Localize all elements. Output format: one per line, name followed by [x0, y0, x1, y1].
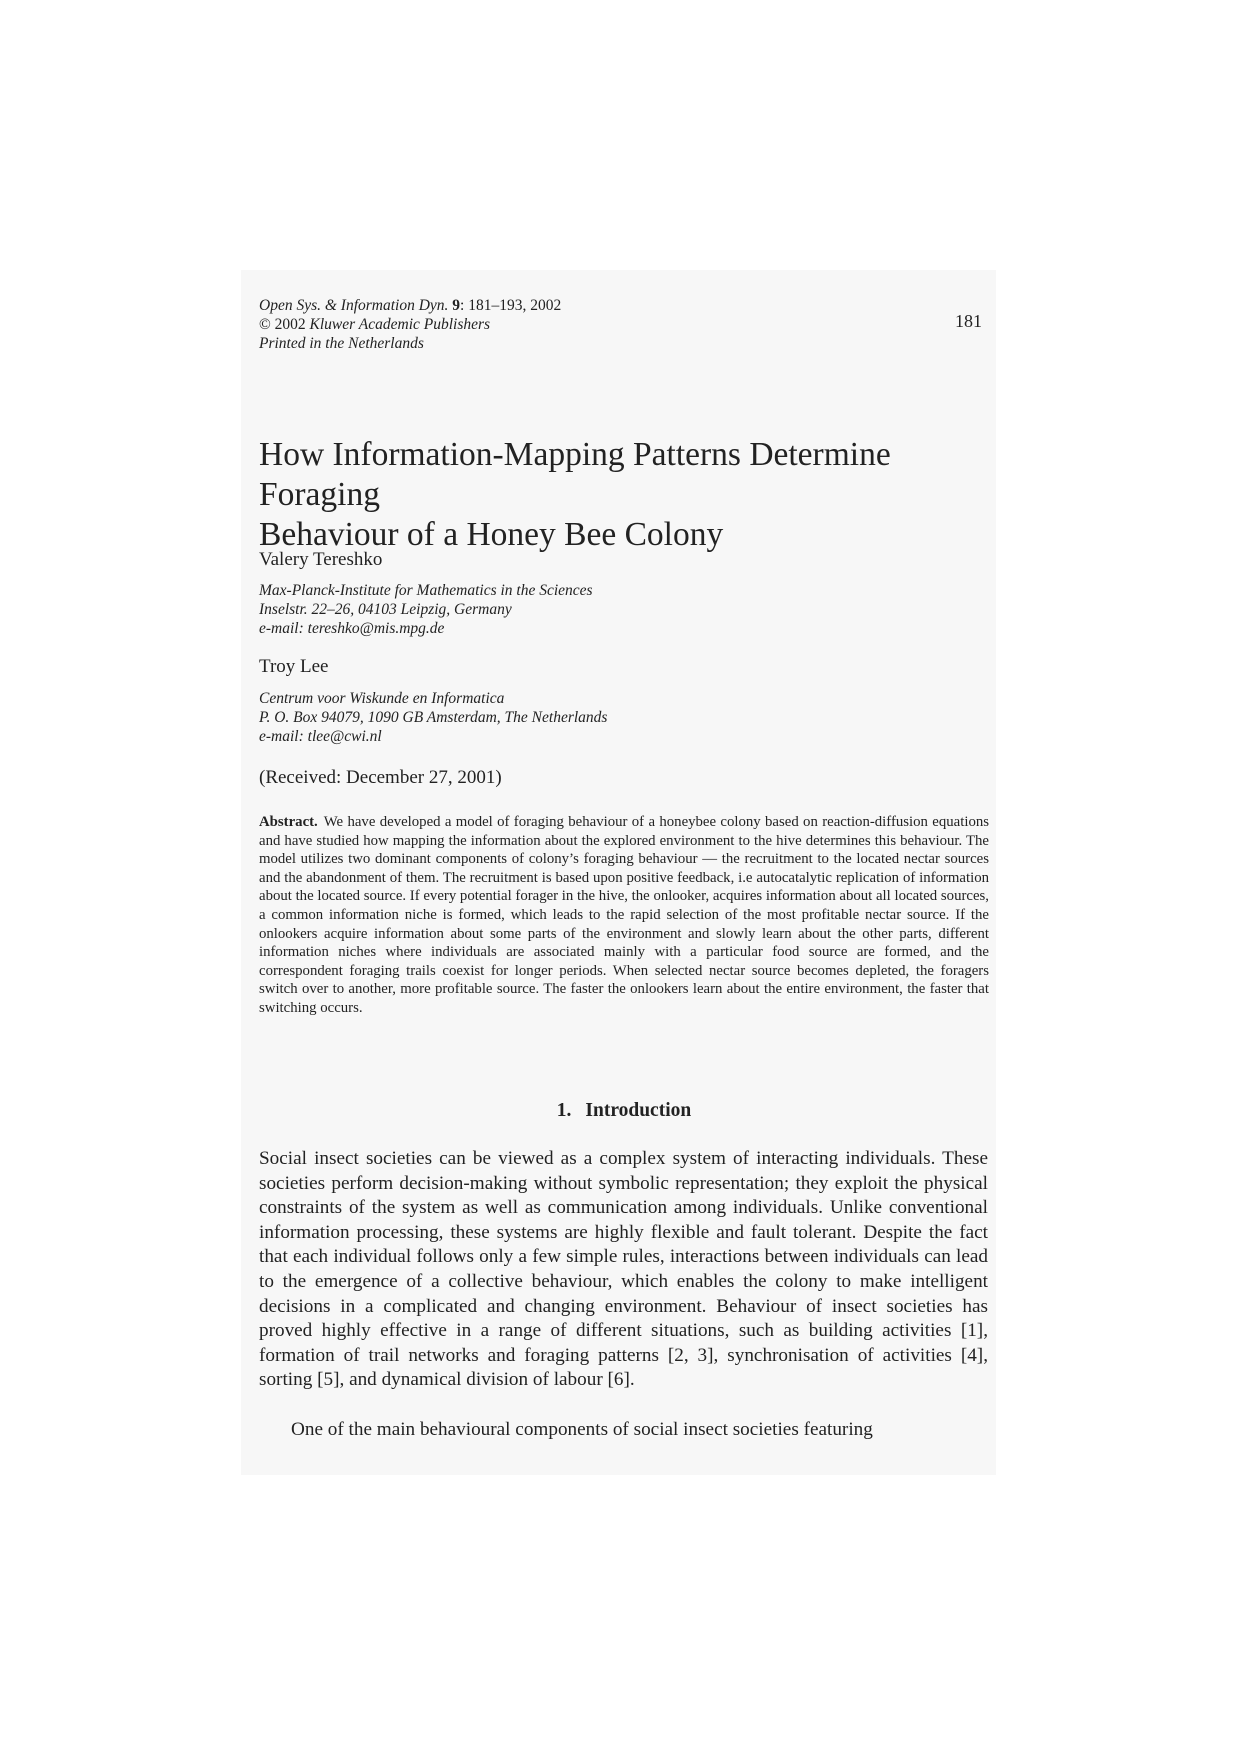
intro-paragraph-1: Social insect societies can be viewed as a complex system of interacting individuals. These societies perform decision-making without symbolic representation; they exploit the physical constraints of the system as well as communication among individuals. Unlike conventional information processing, these systems are highly flexible and fault tolerant. Despite the fact that each individual follows only a few simple rules, interactions between individuals can lead to the emergence of a collective behaviour, which enables the colony to make intelligent decisions in a complicated and changing environment. Behaviour of insect societies has proved highly effective in a range of different situations, such as building activities [1], formation of trail networks and foraging patterns [2, 3], synchronisation of activities [4], sorting [5], and dynamical division of labour [6]. [259, 1148, 988, 1391]
journal-citation [259, 296, 561, 315]
author-2-affiliation [259, 689, 607, 746]
author-2-address: P. O. Box 94079, 1090 GB Amsterdam, The Netherlands [259, 709, 608, 726]
paper-title [259, 435, 999, 555]
section-number: 1. [556, 1100, 572, 1121]
printed-line: Printed in the Netherlands [259, 335, 424, 352]
author-1-affiliation [259, 581, 593, 638]
copyright-line [259, 315, 561, 334]
received-date: (Received: December 27, 2001) [259, 767, 502, 788]
author-2-name: Troy Lee [259, 656, 329, 677]
section-title: Introduction [585, 1100, 692, 1121]
publisher-name: Kluwer Academic Publishers [309, 316, 491, 333]
journal-pages: : 181–193, 2002 [460, 297, 562, 314]
journal-header [259, 296, 561, 353]
abstract [259, 813, 989, 1018]
author-1-name: Valery Tereshko [259, 549, 383, 570]
abstract-text: We have developed a model of foraging behaviour of a honeybee colony based on reaction-diffusion equations and have studied how mapping the information about the explored environment to the hive determines this behaviour. The model utilizes two dominant components of colony’s foraging behaviour — the recruitment to the located nectar sources and the abandonment of them. The recruitment is based upon positive feedback, i.e autocatalytic replication of information about the located source. If every potential forager in the hive, the onlooker, acquires information about all located sources, a common information niche is formed, which leads to the rapid selection of the most profitable nectar source. If the onlookers acquire information about some parts of the environment and slowly learn about the other parts, different information niches where individuals are associated mainly with a particular food source are formed, and the correspondent foraging trails coexist for longer periods. When selected nectar source becomes depleted, the foragers switch over to another, more profitable source. The faster the onlookers learn about the entire environment, the faster that switching occurs. [259, 814, 989, 1016]
author-1-institute: Max-Planck-Institute for Mathematics in the Sciences [259, 582, 593, 599]
intro-paragraph-2: One of the main behavioural components of social insect societies featuring [291, 1419, 873, 1440]
author-2-institute: Centrum voor Wiskunde en Informatica [259, 690, 505, 707]
author-1-address: Inselstr. 22–26, 04103 Leipzig, Germany [259, 601, 512, 618]
copyright-symbol: © [259, 316, 271, 333]
copyright-year: 2002 [274, 316, 306, 333]
title-line-2: Behaviour of a Honey Bee Colony [259, 516, 724, 553]
journal-volume: 9 [452, 297, 461, 314]
section-heading [259, 1100, 989, 1122]
title-line-1: How Information-Mapping Patterns Determine Foraging [259, 436, 891, 513]
page-number: 181 [955, 311, 982, 331]
abstract-label: Abstract. [259, 814, 318, 830]
author-1-email[interactable]: e-mail: tereshko@mis.mpg.de [259, 620, 445, 637]
journal-name: Open Sys. & Information Dyn. [259, 297, 449, 314]
author-2-email[interactable]: e-mail: tlee@cwi.nl [259, 728, 382, 745]
